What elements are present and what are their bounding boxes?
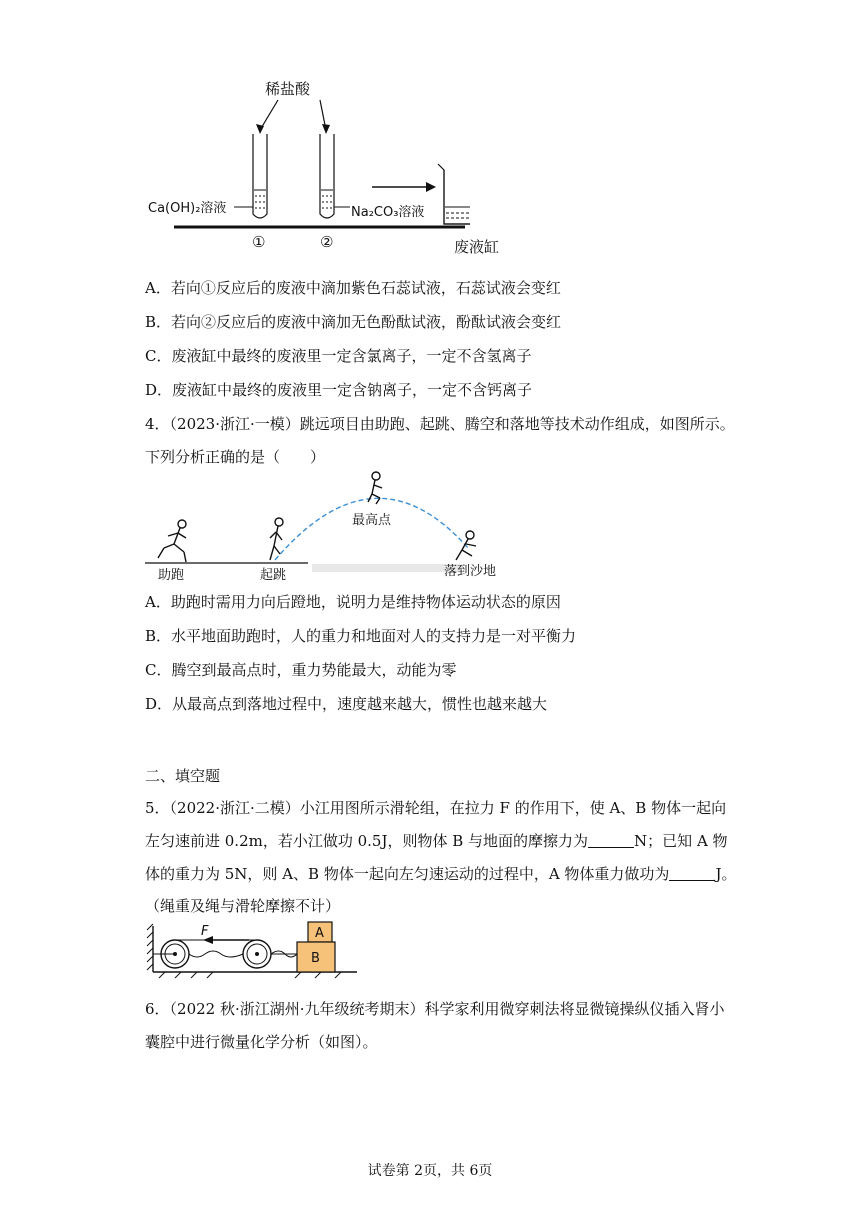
q5-line4: （绳重及绳与滑轮摩擦不计） [145, 897, 341, 915]
force-label: F [201, 924, 209, 939]
test-tube-2 [320, 134, 334, 218]
q5-line3-text: 体的重力为 5N，则 A、B 物体一起向左匀速运动的过程中，A 物体重力做功为 [145, 865, 670, 883]
tube-1-number: ① [252, 233, 266, 251]
block-b-label: B [311, 951, 320, 966]
q5-line1: 5．（2022·浙江·二模）小江用图所示滑轮组，在拉力 F 的作用下，使 A、B 物体一起向 [145, 799, 727, 817]
answer-blank-1[interactable] [588, 833, 634, 848]
right-arrow-icon [426, 182, 436, 192]
q3-option-d: D．废液缸中最终的废液里一定含钠离子，一定不含钙离子 [145, 381, 533, 399]
q4-option-c: C．腾空到最高点时，重力势能最大，动能为零 [145, 661, 457, 679]
pulley-figure [145, 920, 360, 980]
tube-2-number: ② [320, 233, 334, 251]
q5-line2-text: 左匀速前进 0.2m，若小江做功 0.5J，则物体 B 与地面的摩擦力为 [145, 832, 589, 850]
page-footer: 试卷第 2页，共 6页 [367, 1163, 493, 1179]
q5-line3-unit: J。 [715, 865, 737, 883]
left-solution-label: Ca(OH)₂溶液 [148, 201, 227, 216]
q3-option-c: C．废液缸中最终的废液里一定含氯离子，一定不含氢离子 [145, 347, 532, 365]
q3-option-b: B．若向②反应后的废液中滴加无色酚酞试液，酚酞试液会变红 [145, 313, 562, 331]
peak-figure [368, 472, 382, 504]
block-a-label: A [315, 926, 324, 941]
q4-option-d: D．从最高点到落地过程中，速度越来越大，惯性也越来越大 [145, 695, 548, 713]
section-title: 二、填空题 [145, 767, 221, 785]
beaker-label: 废液缸 [454, 238, 500, 256]
label-takeoff: 起跳 [260, 568, 287, 583]
q3-option-a: A．若向①反应后的废液中滴加紫色石蕊试液，石蕊试液会变红 [145, 279, 561, 297]
label-top: 最高点 [352, 513, 392, 528]
q4-stem-line1: 4．（2023·浙江·一模）跳远项目由助跑、起跳、腾空和落地等技术动作组成，如图所示。 [145, 415, 735, 433]
test-tube-figure [140, 72, 470, 257]
q4-option-b: B．水平地面助跑时，人的重力和地面对人的支持力是一对平衡力 [145, 627, 577, 645]
right-solution-label: Na₂CO₃溶液 [351, 205, 425, 220]
test-tube-1 [253, 134, 267, 218]
waste-beaker [438, 164, 470, 224]
q6-line1: 6．（2022 秋·浙江湖州·九年级统考期末）科学家利用微穿刺法将显微镜操纵仪插入肾小 [145, 1000, 725, 1018]
answer-blank-2[interactable] [669, 866, 715, 881]
runner-figure [158, 520, 186, 562]
q4-option-a: A．助跑时需用力向后蹬地，说明力是维持物体运动状态的原因 [145, 593, 561, 611]
label-land: 落到沙地 [444, 564, 497, 579]
q5-line3 [145, 863, 736, 884]
label-run: 助跑 [158, 568, 185, 583]
q5-line2 [145, 830, 728, 851]
q5-line2-unit: N；已知 A 物 [634, 832, 728, 850]
q4-stem-line2: 下列分析正确的是（ ） [145, 448, 326, 466]
long-jump-figure [140, 468, 520, 588]
q6-line2: 囊腔中进行微量化学分析（如图）。 [145, 1033, 378, 1051]
acid-label: 稀盐酸 [265, 80, 311, 98]
